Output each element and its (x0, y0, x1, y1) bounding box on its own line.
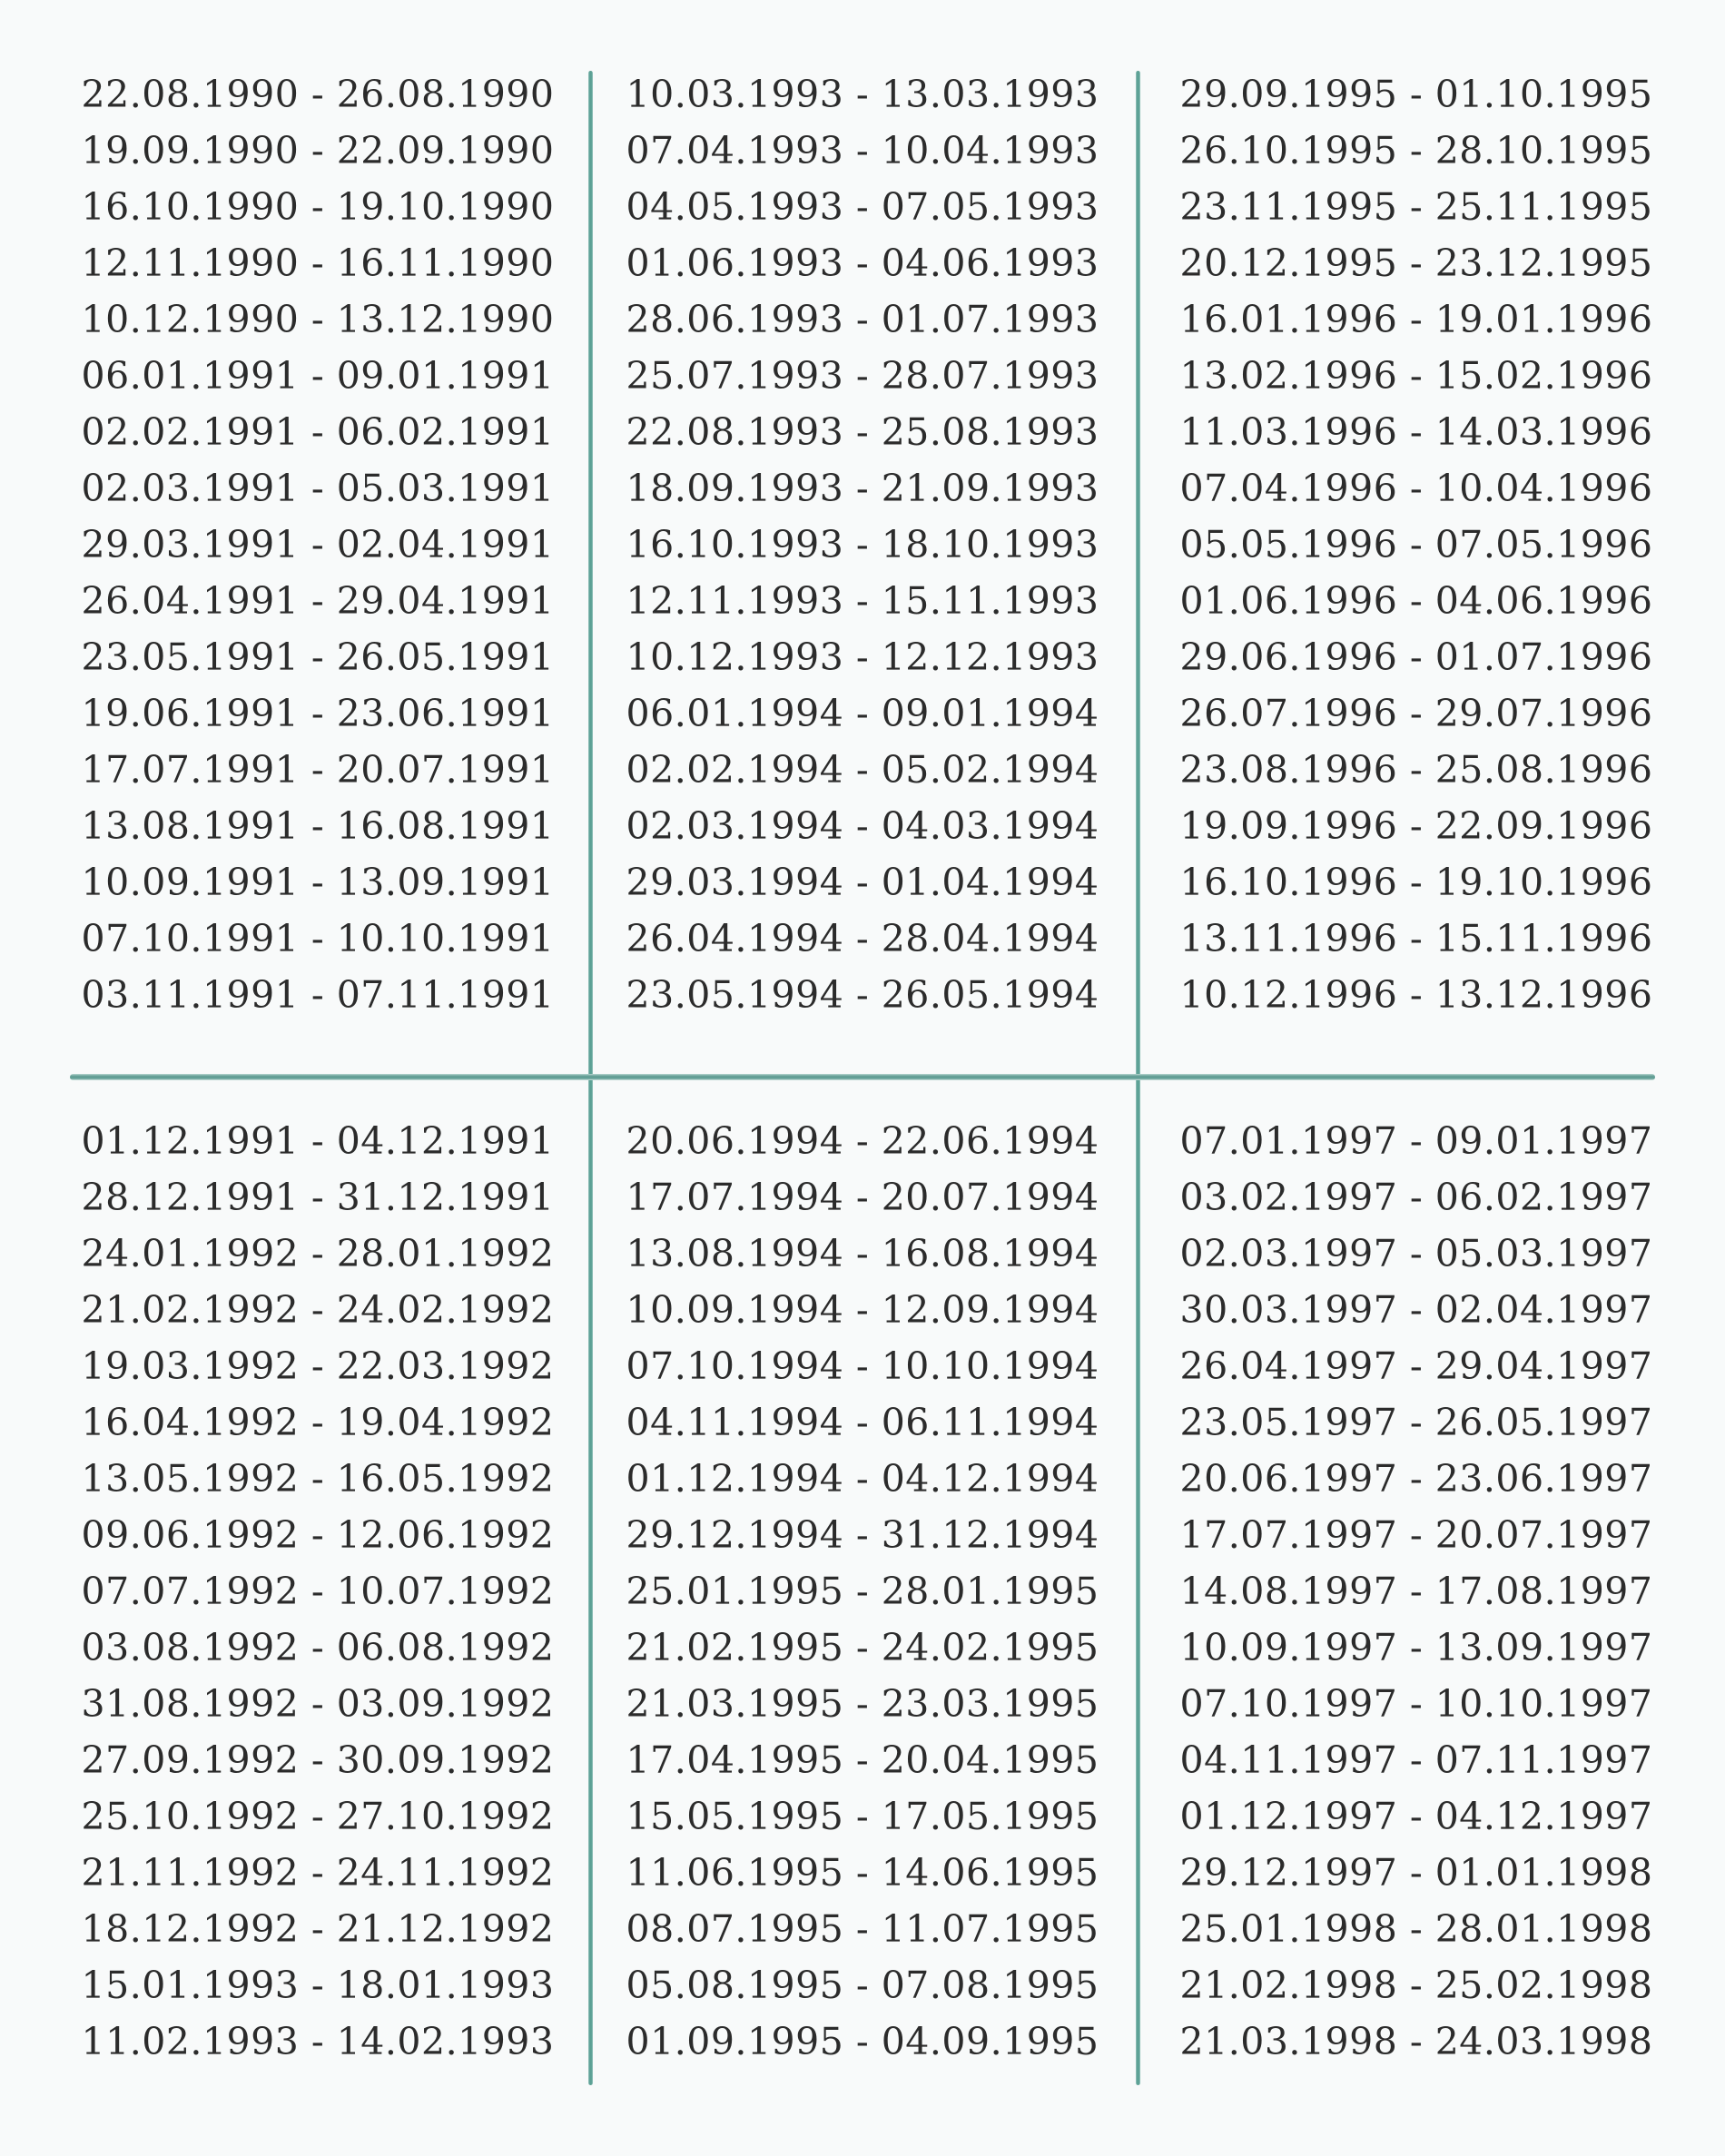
date-range: 23.08.1996 - 25.08.1996 (1179, 748, 1653, 792)
date-range: 17.07.1997 - 20.07.1997 (1179, 1513, 1653, 1557)
date-range: 06.01.1994 - 09.01.1994 (626, 692, 1099, 735)
date-range: 10.12.1990 - 13.12.1990 (81, 298, 555, 341)
date-range: 23.11.1995 - 25.11.1995 (1179, 185, 1653, 229)
date-range: 01.06.1996 - 04.06.1996 (1179, 579, 1653, 623)
date-ranges-top-section (70, 66, 1655, 1023)
date-range: 21.02.1998 - 25.02.1998 (1179, 1964, 1653, 2007)
date-range: 04.11.1994 - 06.11.1994 (626, 1401, 1099, 1444)
date-range: 09.06.1992 - 12.06.1992 (81, 1513, 555, 1557)
date-range: 04.05.1993 - 07.05.1993 (626, 185, 1099, 229)
date-range: 26.10.1995 - 28.10.1995 (1179, 129, 1653, 172)
date-range: 11.03.1996 - 14.03.1996 (1179, 410, 1653, 454)
date-range: 20.06.1994 - 22.06.1994 (626, 1119, 1099, 1163)
date-range: 13.08.1994 - 16.08.1994 (626, 1232, 1099, 1275)
date-column-3 (1127, 66, 1655, 1023)
date-range: 01.12.1994 - 04.12.1994 (626, 1457, 1099, 1501)
date-range: 23.05.1994 - 26.05.1994 (626, 973, 1099, 1017)
date-range: 03.11.1991 - 07.11.1991 (81, 973, 555, 1017)
date-range: 07.10.1997 - 10.10.1997 (1179, 1682, 1653, 1726)
date-range: 15.01.1993 - 18.01.1993 (81, 1964, 555, 2007)
date-range: 10.09.1997 - 13.09.1997 (1179, 1626, 1653, 1669)
date-range: 28.06.1993 - 01.07.1993 (626, 298, 1099, 341)
date-column-1 (70, 66, 598, 1023)
date-range: 22.08.1993 - 25.08.1993 (626, 410, 1099, 454)
date-range: 07.07.1992 - 10.07.1992 (81, 1570, 555, 1613)
date-column-4 (70, 1113, 598, 2070)
date-range: 29.06.1996 - 01.07.1996 (1179, 635, 1653, 679)
date-range: 26.07.1996 - 29.07.1996 (1179, 692, 1653, 735)
date-range: 21.02.1992 - 24.02.1992 (81, 1288, 555, 1332)
date-range: 16.10.1993 - 18.10.1993 (626, 523, 1099, 566)
date-range: 07.01.1997 - 09.01.1997 (1179, 1119, 1653, 1163)
date-range: 02.02.1991 - 06.02.1991 (81, 410, 555, 454)
date-range: 27.09.1992 - 30.09.1992 (81, 1738, 555, 1782)
date-range: 18.09.1993 - 21.09.1993 (626, 467, 1099, 510)
date-range: 21.02.1995 - 24.02.1995 (626, 1626, 1099, 1669)
section-divider-line (70, 1074, 1655, 1080)
date-range: 21.03.1998 - 24.03.1998 (1179, 2020, 1653, 2063)
date-range: 23.05.1991 - 26.05.1991 (81, 635, 555, 679)
date-range: 12.11.1990 - 16.11.1990 (81, 241, 555, 285)
date-range: 14.08.1997 - 17.08.1997 (1179, 1570, 1653, 1613)
date-range: 12.11.1993 - 15.11.1993 (626, 579, 1099, 623)
date-range: 04.11.1997 - 07.11.1997 (1179, 1738, 1653, 1782)
date-range: 13.08.1991 - 16.08.1991 (81, 804, 555, 848)
date-range: 22.08.1990 - 26.08.1990 (81, 73, 555, 116)
date-ranges-bottom-section (70, 1113, 1655, 2070)
date-range: 26.04.1994 - 28.04.1994 (626, 917, 1099, 960)
date-range: 05.05.1996 - 07.05.1996 (1179, 523, 1653, 566)
date-range: 19.09.1990 - 22.09.1990 (81, 129, 555, 172)
date-range: 25.07.1993 - 28.07.1993 (626, 354, 1099, 398)
date-range: 19.06.1991 - 23.06.1991 (81, 692, 555, 735)
date-range: 02.03.1994 - 04.03.1994 (626, 804, 1099, 848)
date-range: 01.12.1991 - 04.12.1991 (81, 1119, 555, 1163)
date-range: 13.11.1996 - 15.11.1996 (1179, 917, 1653, 960)
date-column-2 (598, 66, 1127, 1023)
date-range: 26.04.1991 - 29.04.1991 (81, 579, 555, 623)
date-column-5 (598, 1113, 1127, 2070)
date-range: 13.02.1996 - 15.02.1996 (1179, 354, 1653, 398)
date-column-6 (1127, 1113, 1655, 2070)
date-range: 06.01.1991 - 09.01.1991 (81, 354, 555, 398)
date-range: 29.12.1994 - 31.12.1994 (626, 1513, 1099, 1557)
date-range: 07.10.1994 - 10.10.1994 (626, 1344, 1099, 1388)
date-range: 08.07.1995 - 11.07.1995 (626, 1907, 1099, 1951)
date-range: 29.09.1995 - 01.10.1995 (1179, 73, 1653, 116)
date-range: 18.12.1992 - 21.12.1992 (81, 1907, 555, 1951)
date-range: 05.08.1995 - 07.08.1995 (626, 1964, 1099, 2007)
date-range: 10.09.1994 - 12.09.1994 (626, 1288, 1099, 1332)
date-range: 25.01.1995 - 28.01.1995 (626, 1570, 1099, 1613)
date-range: 20.06.1997 - 23.06.1997 (1179, 1457, 1653, 1501)
date-range: 02.03.1997 - 05.03.1997 (1179, 1232, 1653, 1275)
date-range: 07.10.1991 - 10.10.1991 (81, 917, 555, 960)
date-range: 01.12.1997 - 04.12.1997 (1179, 1795, 1653, 1838)
date-range: 29.12.1997 - 01.01.1998 (1179, 1851, 1653, 1895)
date-range: 16.01.1996 - 19.01.1996 (1179, 298, 1653, 341)
date-range: 30.03.1997 - 02.04.1997 (1179, 1288, 1653, 1332)
date-range: 21.03.1995 - 23.03.1995 (626, 1682, 1099, 1726)
date-range: 17.07.1994 - 20.07.1994 (626, 1176, 1099, 1219)
date-range: 17.07.1991 - 20.07.1991 (81, 748, 555, 792)
date-range: 01.09.1995 - 04.09.1995 (626, 2020, 1099, 2063)
date-range: 10.09.1991 - 13.09.1991 (81, 861, 555, 904)
date-range: 29.03.1994 - 01.04.1994 (626, 861, 1099, 904)
date-range: 24.01.1992 - 28.01.1992 (81, 1232, 555, 1275)
date-range: 10.12.1996 - 13.12.1996 (1179, 973, 1653, 1017)
date-range: 03.02.1997 - 06.02.1997 (1179, 1176, 1653, 1219)
date-range: 03.08.1992 - 06.08.1992 (81, 1626, 555, 1669)
date-range: 13.05.1992 - 16.05.1992 (81, 1457, 555, 1501)
date-range: 19.03.1992 - 22.03.1992 (81, 1344, 555, 1388)
date-range: 15.05.1995 - 17.05.1995 (626, 1795, 1099, 1838)
date-range: 02.03.1991 - 05.03.1991 (81, 467, 555, 510)
date-range: 23.05.1997 - 26.05.1997 (1179, 1401, 1653, 1444)
date-range: 19.09.1996 - 22.09.1996 (1179, 804, 1653, 848)
date-range: 01.06.1993 - 04.06.1993 (626, 241, 1099, 285)
date-range: 07.04.1993 - 10.04.1993 (626, 129, 1099, 172)
date-range: 31.08.1992 - 03.09.1992 (81, 1682, 555, 1726)
date-range: 16.10.1996 - 19.10.1996 (1179, 861, 1653, 904)
date-range: 21.11.1992 - 24.11.1992 (81, 1851, 555, 1895)
date-range: 07.04.1996 - 10.04.1996 (1179, 467, 1653, 510)
date-range: 10.03.1993 - 13.03.1993 (626, 73, 1099, 116)
date-range: 26.04.1997 - 29.04.1997 (1179, 1344, 1653, 1388)
date-range: 25.01.1998 - 28.01.1998 (1179, 1907, 1653, 1951)
date-range: 20.12.1995 - 23.12.1995 (1179, 241, 1653, 285)
date-range: 11.06.1995 - 14.06.1995 (626, 1851, 1099, 1895)
date-range: 28.12.1991 - 31.12.1991 (81, 1176, 555, 1219)
date-range: 16.04.1992 - 19.04.1992 (81, 1401, 555, 1444)
date-range: 10.12.1993 - 12.12.1993 (626, 635, 1099, 679)
date-range: 11.02.1993 - 14.02.1993 (81, 2020, 555, 2063)
date-range: 02.02.1994 - 05.02.1994 (626, 748, 1099, 792)
date-range: 25.10.1992 - 27.10.1992 (81, 1795, 555, 1838)
date-range: 16.10.1990 - 19.10.1990 (81, 185, 555, 229)
date-range: 17.04.1995 - 20.04.1995 (626, 1738, 1099, 1782)
date-range: 29.03.1991 - 02.04.1991 (81, 523, 555, 566)
